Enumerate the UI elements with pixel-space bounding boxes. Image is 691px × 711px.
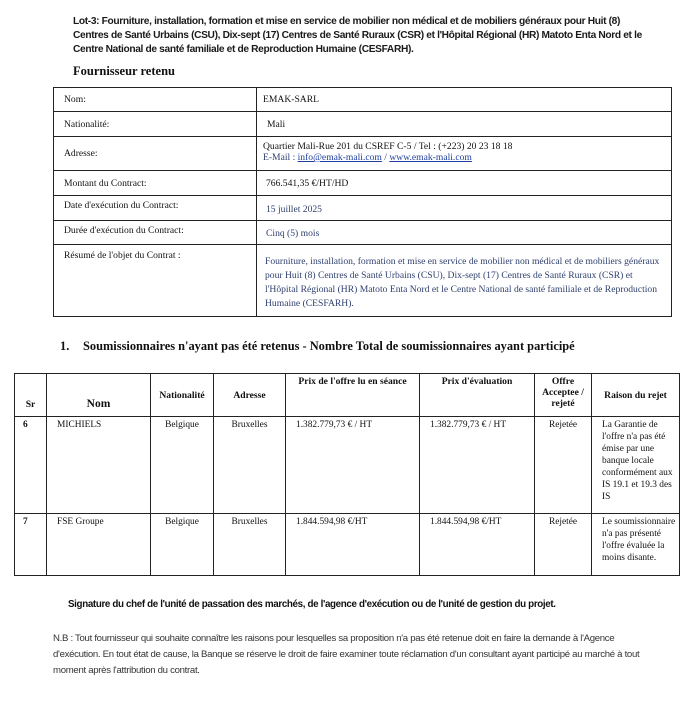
execution-date-value: 15 juillet 2025 — [257, 196, 672, 221]
cell-price-eval: 1.844.594,98 €/HT — [420, 514, 535, 576]
summary-value: Fourniture, installation, formation et mise en service de mobilier non médical et de mobiliers généraux pour Huit (8) Centres de Santé Urbains (CSU), Dix-sept (17) Centres de Santé Ruraux (CSR) et l'Hôpital Régional (HR) Matoto Enta Nord et le Centre National de santé familiale et de Reproduction Humaine (CESFARH). — [257, 245, 672, 317]
amount-label: Montant du Contract: — [54, 171, 257, 196]
lot-title: Lot-3: Fourniture, installation, formation et mise en service de mobilier non médical et de mobiliers généraux pour Huit (8) Centres de Santé Urbains (CSU), Dix-sept (17) Centres de Santé Ruraux (CSR) et l'Hôpital Régional (HR) Matoto Enta Nord et le Centre National de santé familiale et de Reproduction Humaine (CESFARH). — [73, 16, 642, 55]
header-status: Offre Acceptee / rejeté — [535, 374, 592, 417]
signature-line: Signature du chef de l'unité de passation des marchés, de l'agence d'exécution ou de l'unité de gestion du projet. — [68, 599, 556, 610]
email-link[interactable]: info@emak-mali.com — [297, 152, 382, 163]
header-address: Adresse — [214, 374, 286, 417]
supplier-heading: Fournisseur retenu — [73, 64, 175, 78]
address-value — [257, 137, 672, 171]
row-nationality — [54, 112, 672, 137]
supplier-info-table — [53, 87, 672, 317]
section-title — [60, 339, 620, 354]
table-header-row — [15, 374, 680, 417]
row-name — [54, 88, 672, 112]
cell-reason: Le soumissionnaire n'a pas présenté l'offre évaluée la moins disante. — [592, 514, 680, 576]
duration-label: Durée d'exécution du Contract: — [54, 221, 257, 245]
duration-value: Cinq (5) mois — [257, 221, 672, 245]
cell-sr: 7 — [15, 514, 47, 576]
header-reason: Raison du rejet — [592, 374, 680, 417]
header-price-read: Prix de l'offre lu en séance — [286, 374, 420, 417]
row-summary — [54, 245, 672, 317]
cell-nationality: Belgique — [151, 514, 214, 576]
row-execution-date — [54, 196, 672, 221]
section-number: 1. — [60, 339, 70, 353]
row-address — [54, 137, 672, 171]
name-label: Nom: — [54, 88, 257, 112]
cell-nationality: Belgique — [151, 417, 214, 514]
row-duration — [54, 221, 672, 245]
summary-label: Résumé de l'objet du Contrat : — [54, 245, 257, 317]
cell-name: MICHIELS — [47, 417, 151, 514]
cell-price-eval: 1.382.779,73 € / HT — [420, 417, 535, 514]
address-label: Adresse: — [54, 137, 257, 171]
execution-date-label: Date d'exécution du Contract: — [54, 196, 257, 221]
nationality-label: Nationalité: — [54, 112, 257, 137]
nb-note: N.B : Tout fournisseur qui souhaite connaître les raisons pour lesquelles sa proposition n'a pas été retenue doit en faire la demande à l'Agence d'exécution. En tout état de cause, la Banque se réserve le droit de faire examiner toute réclamation d'un consultant ayant participé au marché à tout moment après l'attribution du contrat. — [53, 633, 640, 676]
cell-reason: La Garantie de l'offre n'a pas été émise par une banque locale conformément aux IS 19.1 et 19.3 des IS — [592, 417, 680, 514]
cell-price-read: 1.844.594,98 €/HT — [286, 514, 420, 576]
address-contacts: E-Mail : info@emak-mali.com / www.emak-mali.com — [263, 152, 472, 163]
row-amount — [54, 171, 672, 196]
cell-price-read: 1.382.779,73 € / HT — [286, 417, 420, 514]
website-link[interactable]: www.emak-mali.com — [389, 152, 472, 163]
header-price-eval: Prix d'évaluation — [420, 374, 535, 417]
header-name: Nom — [47, 374, 151, 417]
nationality-value: Mali — [257, 112, 672, 137]
cell-name: FSE Groupe — [47, 514, 151, 576]
table-row — [15, 514, 680, 576]
cell-status: Rejetée — [535, 514, 592, 576]
cell-address: Bruxelles — [214, 514, 286, 576]
address-line: Quartier Mali-Rue 201 du CSREF C-5 / Tel : (+223) 20 23 18 18 — [263, 141, 513, 152]
amount-value: 766.541,35 €/HT/HD — [257, 171, 672, 196]
header-nationality: Nationalité — [151, 374, 214, 417]
section-text: Soumissionnaires n'ayant pas été retenus - Nombre Total de soumissionnaires ayant participé — [83, 339, 575, 353]
bids-table — [14, 373, 680, 576]
cell-sr: 6 — [15, 417, 47, 514]
header-sr: Sr — [15, 374, 47, 417]
cell-status: Rejetée — [535, 417, 592, 514]
table-row — [15, 417, 680, 514]
name-value: EMAK-SARL — [257, 88, 672, 112]
cell-address: Bruxelles — [214, 417, 286, 514]
